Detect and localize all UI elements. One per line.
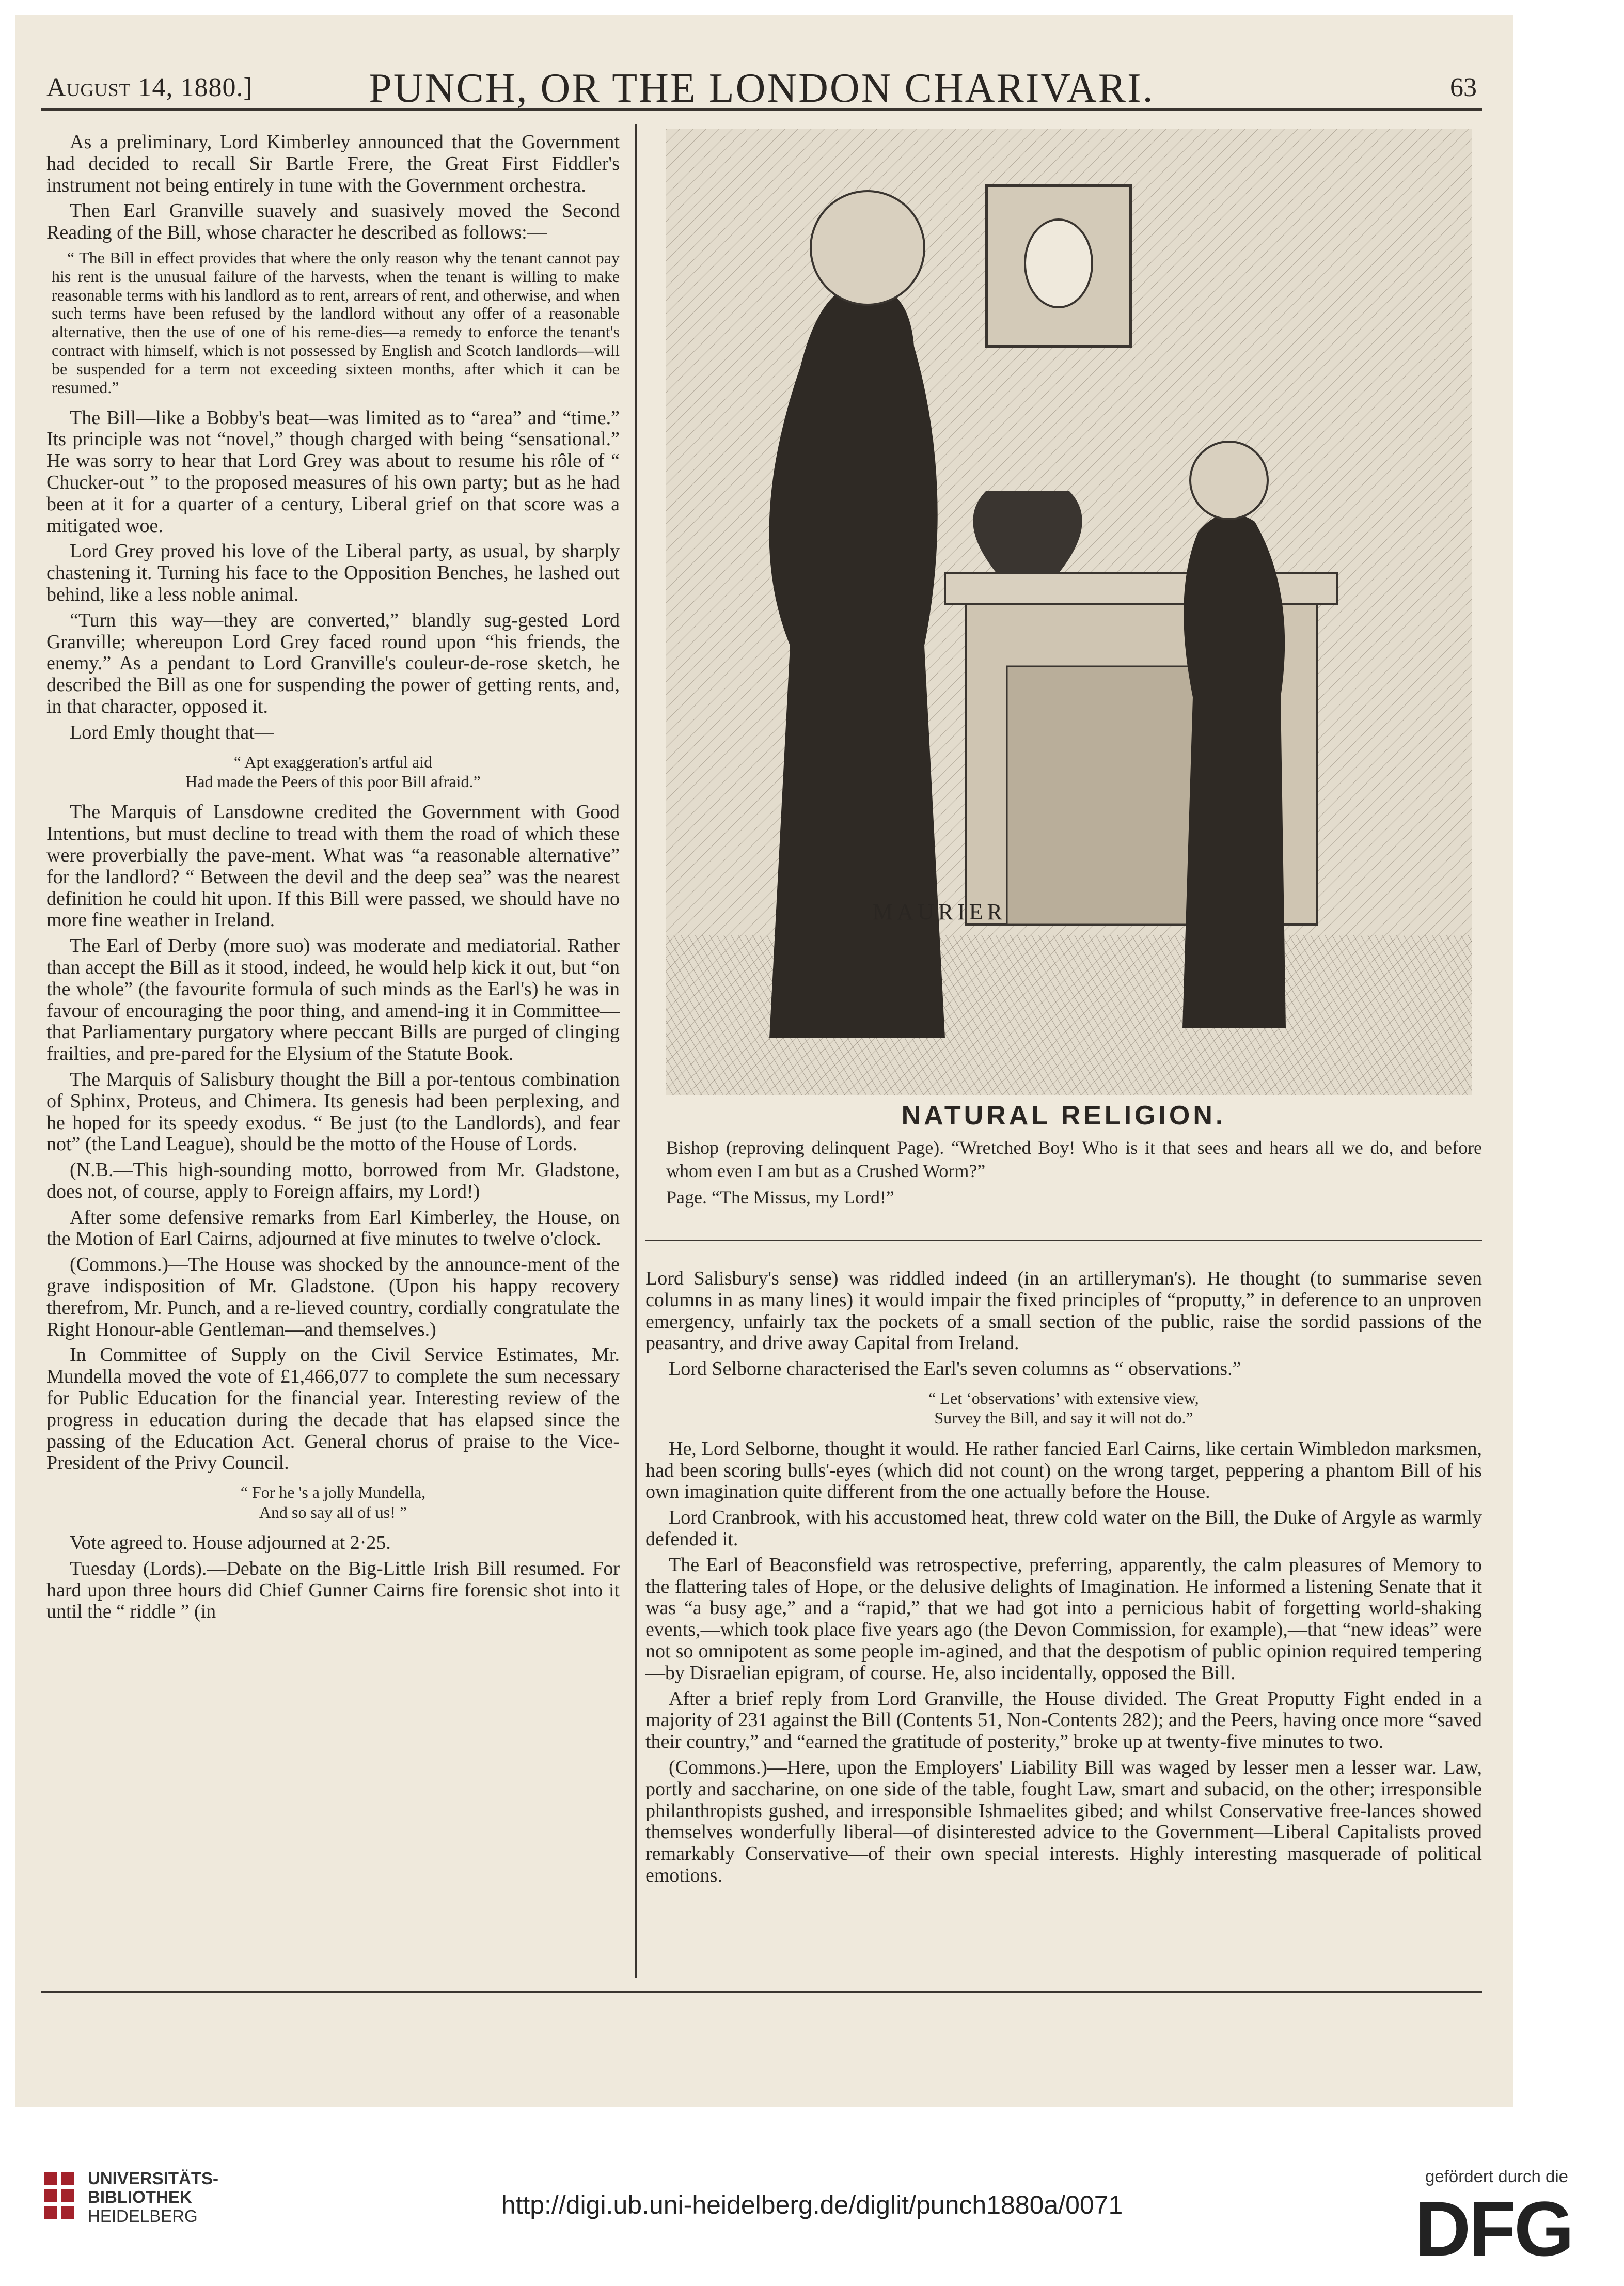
verse-line: “ Apt exaggeration's artful aid <box>233 752 433 771</box>
portrait-face <box>1025 220 1092 307</box>
library-name-line: HEIDELBERG <box>88 2206 198 2226</box>
paragraph: Then Earl Granville suavely and suasively moved the Second Reading of the Bill, whose character he described as follows:— <box>46 200 620 244</box>
page-boy-figure <box>1182 513 1286 1028</box>
verse-line: “ For he 's a jolly Mundella, <box>240 1483 426 1502</box>
paragraph: After a brief reply from Lord Granville, the House divided. The Great Proputty Fight ended in a majority of 231 against the Bill (Contents 51, Non-Contents 282); and the Peers, having once more “saved their country,” and “earned the gratitude of posterity,” broke up at twenty-five minutes to two. <box>645 1687 1482 1753</box>
verse-line: And so say all of us! ” <box>259 1502 407 1522</box>
bishop-head <box>811 191 924 305</box>
funder-label: gefördert durch die <box>1425 2167 1569 2186</box>
dfg-logo: DFG <box>1415 2185 1572 2272</box>
caption-line: Bishop (reproving delinquent Page). “Wretched Boy! Who is it that sees and hears all we do, and before whom even I am but as a Crushed Worm?” <box>666 1137 1482 1181</box>
verse <box>46 752 620 792</box>
paragraph: (Commons.)—The House was shocked by the announce-ment of the grave indisposition of Mr. Gladstone. (Upon his happy recovery therefrom, Mr. Punch, and a re-lieved country, cordially congratulate the Right Honour-able Gentleman—and themselves.) <box>46 1254 620 1340</box>
column-divider <box>635 124 637 1978</box>
library-name-line: BIBLIOTHEK <box>88 2187 192 2207</box>
cartoon-title: NATURAL RELIGION. <box>901 1101 1226 1131</box>
verse-line: “ Let ‘observations’ with extensive view, <box>928 1388 1199 1407</box>
source-url-link[interactable]: http://digi.ub.uni-heidelberg.de/diglit/punch1880a/0071 <box>501 2190 1123 2219</box>
caption-line: Page. “The Missus, my Lord!” <box>666 1187 894 1208</box>
verse <box>46 1482 620 1522</box>
library-name-line: UNIVERSITÄTS- <box>88 2169 219 2188</box>
page-number: 63 <box>1450 73 1477 102</box>
paragraph: Lord Emly thought that— <box>70 721 274 743</box>
paragraph: The Marquis of Lansdowne credited the Government with Good Intentions, but must decline to tread with them the road of which these were proverbially the pave-ment. What was “a reasonable alternative” for the landlord? “ Between the devil and the deep sea” was the nearest definition he could hit upon. If this Bill were passed, we should have no more fine weather in Ireland. <box>46 801 620 931</box>
issue-date: August 14, 1880.] <box>46 73 253 102</box>
paragraph: Lord Salisbury's sense) was riddled indeed (in an artilleryman's). He thought (to summarise seven columns in as many lines) it would impair the fixed principles of “proputty,” in deference to an unproven emergency, unfairly tax the pockets of a small section of the public, raise the sordid passions of the peasantry, and drive away Capital from Ireland. <box>645 1268 1482 1354</box>
paragraph: Vote agreed to. House adjourned at 2·25. <box>70 1532 391 1554</box>
left-column <box>46 132 620 1976</box>
paragraph: He, Lord Selborne, thought it would. He rather fancied Earl Cairns, like certain Wimbledon marksmen, had been scoring bulls'-eyes (which did not count) on the wrong target, peppering a phantom Bill of his own imagination quite different from the one actually before the House. <box>645 1437 1482 1503</box>
verse <box>645 1388 1482 1428</box>
cartoon-illustration <box>666 129 1472 1095</box>
caption-rule <box>645 1240 1482 1241</box>
paragraph: Lord Grey proved his love of the Liberal party, as usual, by sharply chastening it. Turning his face to the Opposition Benches, he lashed out behind, like a less noble animal. <box>46 540 620 605</box>
paragraph: Tuesday (Lords).—Debate on the Big-Little Irish Bill resumed. For hard upon three hours did Chief Gunner Cairns fire forensic shot into it until the “ riddle ” (in <box>46 1557 620 1623</box>
block-quote: “ The Bill in effect provides that where the only reason why the tenant cannot pay his rent is the unusual failure of the harvests, when the tenant is willing to make reasonable terms with his landlord as to rent, arrears of rent, and otherwise, and when such terms have been refused by the landlord without any offer of a reasonable alternative, then the use of one of his reme-dies—a remedy to enforce the tenant's contract with himself, which is not possessed by English and Scotch landlords—will be suspended for a term not exceeding sixteen months, after which it can be resumed.” <box>52 248 620 397</box>
paragraph: In Committee of Supply on the Civil Service Estimates, Mr. Mundella moved the vote of £1,466,077 to complete the sum necessary for Public Education for the financial year. Interesting review of the progress in education during the decade that has elapsed since the passing of the Education Act. General chorus of praise to the Vice-President of the Privy Council. <box>46 1344 620 1474</box>
paragraph: After some defensive remarks from Earl Kimberley, the House, on the Motion of Earl Cairns, adjourned at five minutes to twelve o'clock. <box>46 1206 620 1250</box>
magazine-title: PUNCH, OR THE LONDON CHARIVARI. <box>369 66 1155 111</box>
verse-line: Had made the Peers of this poor Bill afraid.” <box>185 772 481 791</box>
paragraph: Lord Cranbrook, with his accustomed heat, threw cold water on the Bill, the Duke of Argyle as warmly defended it. <box>645 1507 1482 1550</box>
right-column <box>645 1268 1482 1981</box>
paragraph: The Earl of Beaconsfield was retrospective, preferring, apparently, the calm pleasures of Memory to the flattering tales of Hope, or the delusive delights of Imagination. He informed a listening Senate that it was “a busy age,” and a “rapid,” that we had got into a pernicious habit of forgetting world-shaking events,—which took place five years ago (the Devon Commission, for example),—that “new ideas” were not so omnipotent as some people im-agined, and that the despotism of public opinion required tempering—by Disraelian epigram, of course. He, also incidentally, opposed the Bill. <box>645 1554 1482 1684</box>
paragraph: (N.B.—This high-sounding motto, borrowed from Mr. Gladstone, does not, of course, apply to Foreign affairs, my Lord!) <box>46 1159 620 1202</box>
paragraph: The Bill—like a Bobby's beat—was limited as to “area” and “time.” Its principle was not “novel,” though charged with being “sensational.” He was sorry to hear that Lord Grey was about to resume his rôle of “ Chucker-out ” to the proposed measures of his own party; but as he had been at it for a quarter of a century, Liberal grief on that score was a mitigated woe. <box>46 406 620 537</box>
vase <box>973 491 1082 573</box>
paragraph: “Turn this way—they are converted,” blandly sug-gested Lord Granville; whereupon Lord Grey faced round upon “his friends, the enemy.” As a pendant to Lord Granville's couleur-de-rose sketch, he described the Bill as one for suspending the power of getting rents, and, in that character, opposed it. <box>46 609 620 717</box>
paragraph: As a preliminary, Lord Kimberley announced that the Government had decided to recall Sir Bartle Frere, the Great First Fiddler's instrument not being entirely in tune with the Government orchestra. <box>46 132 620 196</box>
footer-bar <box>0 2138 1624 2286</box>
page-boy-head <box>1190 442 1268 519</box>
paragraph: The Marquis of Salisbury thought the Bill a por-tentous combination of Sphinx, Proteus, and Chimera. Its genesis had been perplexing, and he hoped for its speedy exodus. “ Be just (to the Landlords), and fear not” (the Land League), should be the motto of the House of Lords. <box>46 1068 620 1155</box>
paragraph: Lord Selborne characterised the Earl's seven columns as “ observations.” <box>669 1358 1241 1380</box>
bishop-figure <box>769 284 945 1038</box>
paragraph: The Earl of Derby (more suo) was moderate and mediatorial. Rather than accept the Bill as it stood, indeed, he would help kick it out, but “on the whole” (the favourite formula of such minds as the Earl's) he was in favour of encouraging the poor thing, and amend-ing it in Committee—that Parliamentary purgatory where peccant Bills are purged of clinging frailties, and pre-pared for the Elysium of the Statute Book. <box>46 935 620 1065</box>
verse-line: Survey the Bill, and say it will not do.” <box>934 1408 1193 1428</box>
page-header <box>41 62 1482 111</box>
paragraph: (Commons.)—Here, upon the Employers' Liability Bill was waged by lesser men a lesser war. Law, portly and saccharine, on one side of the table, fought Law, smart and subacid, on the other; irresponsible philanthropists gushed, and irresponsible Ishmaelites gibed; and whilst Conservative free-lances showed themselves wonderfully liberal—of disinterested advice to the Government—Liberal Capitalists proved remarkably Conservative—of their own special interests. Highly interesting masquerade of political emotions. <box>645 1756 1482 1886</box>
artist-signature: MAURIER <box>873 899 1006 925</box>
bottom-rule <box>41 1991 1482 1993</box>
cartoon-caption <box>666 1136 1482 1212</box>
